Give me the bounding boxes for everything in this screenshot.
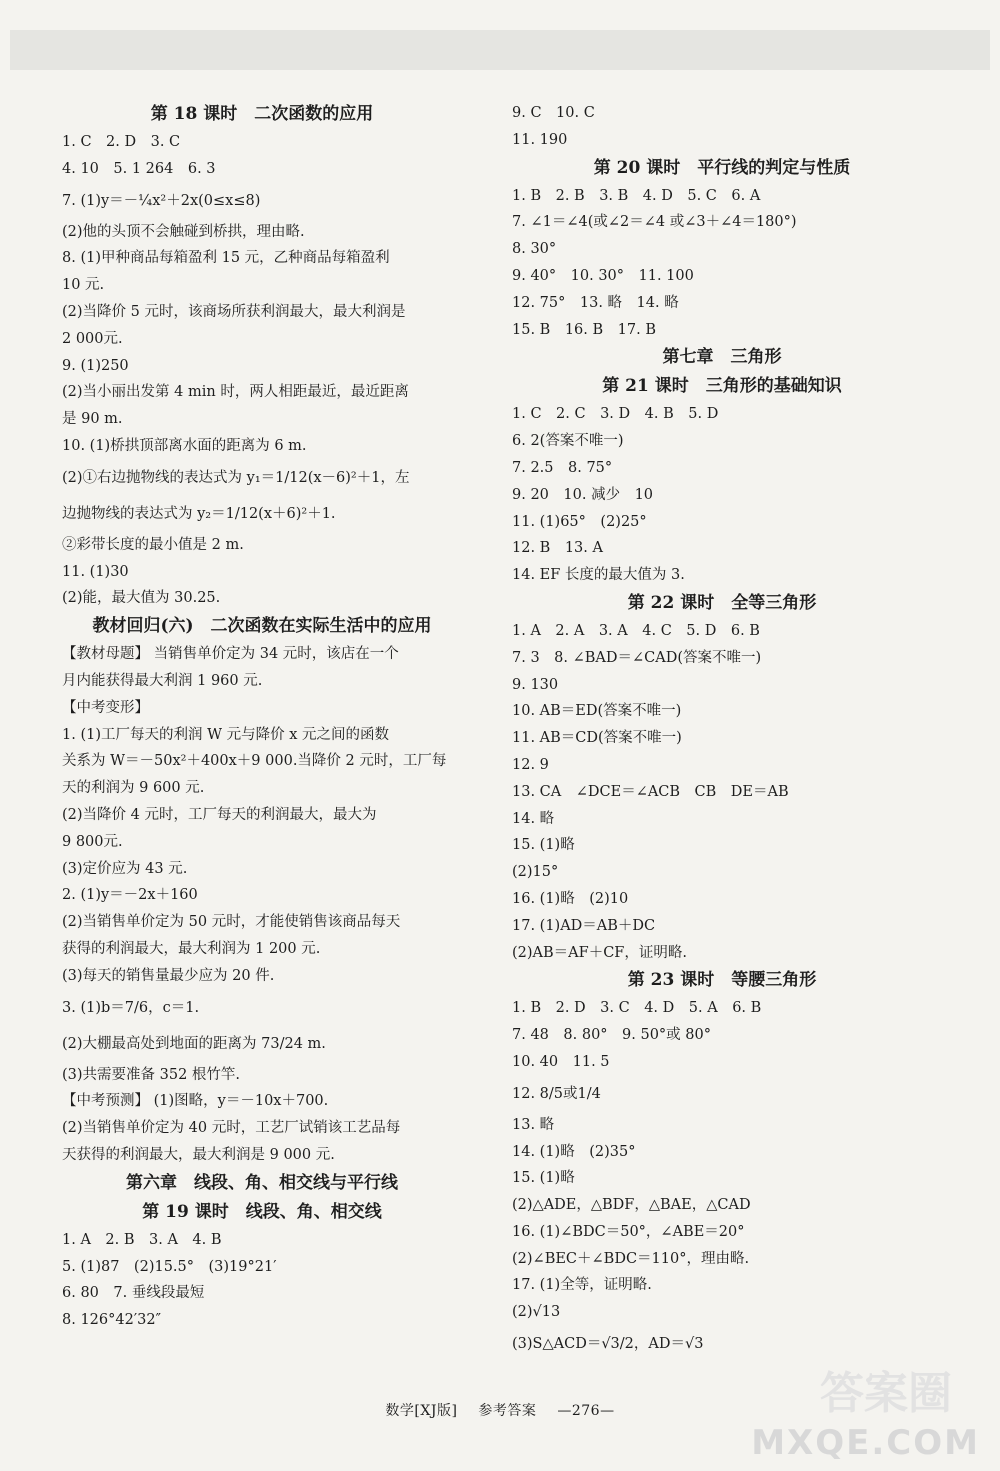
answer-line: 1. C 2. C 3. D 4. B 5. D — [512, 406, 719, 423]
answer-line: 获得的利润最大，最大利润为 1 200 元. — [62, 940, 321, 957]
answer-line: 1. A 2. A 3. A 4. C 5. D 6. B — [512, 622, 760, 639]
answer-line: 15. B 16. B 17. B — [512, 321, 656, 338]
answer-line: (2)当降价 5 元时，该商场所获利润最大，最大利润是 — [62, 303, 406, 320]
answer-line: 12. B 13. A — [512, 540, 603, 557]
section-heading: 第 22 课时 全等三角形 — [627, 592, 817, 613]
answer-line: 13. CA ∠DCE＝∠ACB CB DE＝AB — [512, 783, 789, 800]
answer-line: (3)每天的销售量最少应为 20 件. — [62, 967, 275, 984]
answer-line: 【中考变形】 — [62, 699, 149, 716]
answer-line: (2)√13 — [512, 1304, 561, 1321]
answer-line: 10. AB＝ED(答案不唯一) — [512, 703, 682, 720]
answer-line: 1. (1)工厂每天的利润 W 元与降价 x 元之间的函数 — [62, 726, 389, 743]
section-heading: 第七章 三角形 — [662, 347, 782, 368]
answer-line: 4. 10 5. 1 264 6. 3 — [62, 160, 216, 177]
answer-line: ②彩带长度的最小值是 2 m. — [62, 536, 244, 553]
answer-line: 9. 40° 10. 30° 11. 100 — [512, 267, 694, 284]
page-number: —276— — [557, 1403, 615, 1419]
answer-line: 8. (1)甲种商品每箱盈利 15 元，乙种商品每箱盈利 — [62, 250, 390, 267]
answer-line: 9. C 10. C — [512, 105, 595, 121]
answer-line: 9 800元. — [62, 833, 123, 850]
answer-line: (2)他的头顶不会触碰到桥拱，理由略. — [62, 223, 305, 240]
answer-line: 7. 2.5 8. 75° — [512, 459, 613, 476]
answer-line: 9. 20 10. 减少 10 — [512, 486, 654, 503]
answer-line: (3)共需要准备 352 根竹竿. — [62, 1066, 241, 1083]
answer-line: (2)当销售单价定为 50 元时，才能使销售该商品每天 — [62, 914, 401, 931]
answer-line: (2)15° — [512, 864, 559, 881]
answer-line: 12. 8/5或1/4 — [512, 1085, 601, 1102]
answer-line: 7. (1)y＝－¼x²＋2x(0≤x≤8) — [62, 192, 261, 209]
answer-line: (3)S△ACD＝√3/2，AD＝√3 — [512, 1336, 704, 1353]
answer-line: 15. (1)略 — [512, 1170, 575, 1187]
answer-line: 9. (1)250 — [62, 357, 129, 374]
answer-line: 天获得的利润最大，最大利润是 9 000 元. — [62, 1146, 335, 1163]
answer-line: 14. 略 — [512, 810, 555, 827]
answer-line: 16. (1)∠BDC＝50°，∠ABE＝20° — [512, 1223, 745, 1240]
answer-line: (2)AB＝AF＋CF，证明略. — [512, 944, 687, 961]
answer-line: 10. 40 11. 5 — [512, 1053, 610, 1070]
answer-line: 边抛物线的表达式为 y₂＝1/12(x＋6)²＋1. — [62, 505, 336, 522]
answer-line: (2)能，最大值为 30.25. — [62, 590, 221, 607]
answer-line: 9. 130 — [512, 676, 559, 693]
answer-line: 8. 126°42′32″ — [62, 1312, 161, 1329]
answer-line: 10. (1)桥拱顶部离水面的距离为 6 m. — [62, 437, 307, 454]
section-heading: 第 20 课时 平行线的判定与性质 — [593, 157, 851, 178]
footer-section: 参考答案 — [478, 1403, 537, 1419]
answer-line: 1. B 2. B 3. B 4. D 5. C 6. A — [512, 187, 761, 204]
answer-line: 11. AB＝CD(答案不唯一) — [512, 730, 682, 747]
answer-line: 7. 48 8. 80° 9. 50°或 80° — [512, 1027, 711, 1044]
section-heading: 第 18 课时 二次函数的应用 — [150, 104, 374, 124]
answer-line: 16. (1)略 (2)10 — [512, 890, 629, 907]
answer-line: 11. (1)65° (2)25° — [512, 513, 647, 530]
answer-line: 6. 80 7. 垂线段最短 — [62, 1285, 205, 1302]
answer-line: (2)①右边抛物线的表达式为 y₁＝1/12(x－6)²＋1，左 — [62, 469, 410, 486]
left-column — [62, 100, 462, 1334]
answer-line: 天的利润为 9 600 元. — [62, 780, 205, 797]
answer-line: 8. 30° — [512, 241, 557, 258]
answer-line: (2)当小丽出发第 4 min 时，两人相距最近，最近距离 — [62, 384, 409, 401]
answer-line: 2. (1)y＝－2x＋160 — [62, 887, 198, 904]
answer-line: (3)定价应为 43 元. — [62, 860, 188, 877]
answer-line: 7. 3 8. ∠BAD＝∠CAD(答案不唯一) — [512, 649, 762, 666]
answer-line: 2 000元. — [62, 330, 123, 347]
section-heading: 第六章 线段、角、相交线与平行线 — [126, 1172, 398, 1193]
right-column — [512, 100, 932, 1362]
answer-line: (2)△ADE，△BDF，△BAE，△CAD — [512, 1197, 751, 1214]
answer-line: (2)当销售单价定为 40 元时，工艺厂试销该工艺品每 — [62, 1120, 401, 1137]
section-heading: 第 21 课时 三角形的基础知识 — [602, 376, 842, 397]
answer-line: 是 90 m. — [62, 411, 123, 428]
answer-line: 14. EF 长度的最大值为 3. — [512, 567, 685, 584]
answer-line: (2)当降价 4 元时，工厂每天的利润最大，最大为 — [62, 806, 377, 823]
footer-subject: 数学[XJ版] — [385, 1403, 458, 1419]
watermark-logo: 答案圈 — [820, 1368, 952, 1419]
answer-line: (2)∠BEC＋∠BDC＝110°，理由略. — [512, 1250, 750, 1267]
scan-shadow — [10, 30, 990, 70]
watermark-site: MXQE.COM — [751, 1423, 980, 1463]
answer-line: 7. ∠1＝∠4(或∠2＝∠4 或∠3＋∠4＝180°) — [512, 214, 797, 231]
answer-line: 10 元. — [62, 277, 105, 294]
answer-line: 11. 190 — [512, 131, 568, 148]
answer-line: 13. 略 — [512, 1116, 555, 1133]
answer-line: (2)大棚最高处到地面的距离为 73/24 m. — [62, 1035, 326, 1052]
section-heading: 第 23 课时 等腰三角形 — [627, 970, 817, 991]
answer-line: 3. (1)b＝7/6，c＝1. — [62, 999, 200, 1016]
answer-line: 17. (1)全等，证明略. — [512, 1277, 652, 1294]
answer-line: 【教材母题】 当销售单价定为 34 元时，该店在一个 — [62, 646, 399, 663]
section-heading: 第 19 课时 线段、角、相交线 — [142, 1201, 382, 1222]
answer-line: 5. (1)87 (2)15.5° (3)19°21′ — [62, 1258, 277, 1275]
answer-line: 1. C 2. D 3. C — [62, 134, 181, 150]
answer-line: 月内能获得最大利润 1 960 元. — [62, 672, 263, 689]
answer-line: 11. (1)30 — [62, 563, 129, 580]
section-heading: 教材回归(六) 二次函数在实际生活中的应用 — [92, 616, 432, 637]
answer-line: 12. 9 — [512, 756, 549, 773]
answer-line: 12. 75° 13. 略 14. 略 — [512, 294, 679, 311]
answer-line: 1. B 2. D 3. C 4. D 5. A 6. B — [512, 1000, 762, 1017]
answer-line: 15. (1)略 — [512, 837, 575, 854]
answer-line: 6. 2(答案不唯一) — [512, 433, 624, 450]
answer-line: 14. (1)略 (2)35° — [512, 1143, 636, 1160]
answer-line: 关系为 W＝－50x²＋400x＋9 000.当降价 2 元时，工厂每 — [62, 753, 447, 770]
answer-line: 1. A 2. B 3. A 4. B — [62, 1231, 222, 1248]
answer-line: 17. (1)AD＝AB＋DC — [512, 917, 656, 934]
answer-line: 【中考预测】 (1)图略，y＝－10x＋700. — [62, 1093, 329, 1110]
